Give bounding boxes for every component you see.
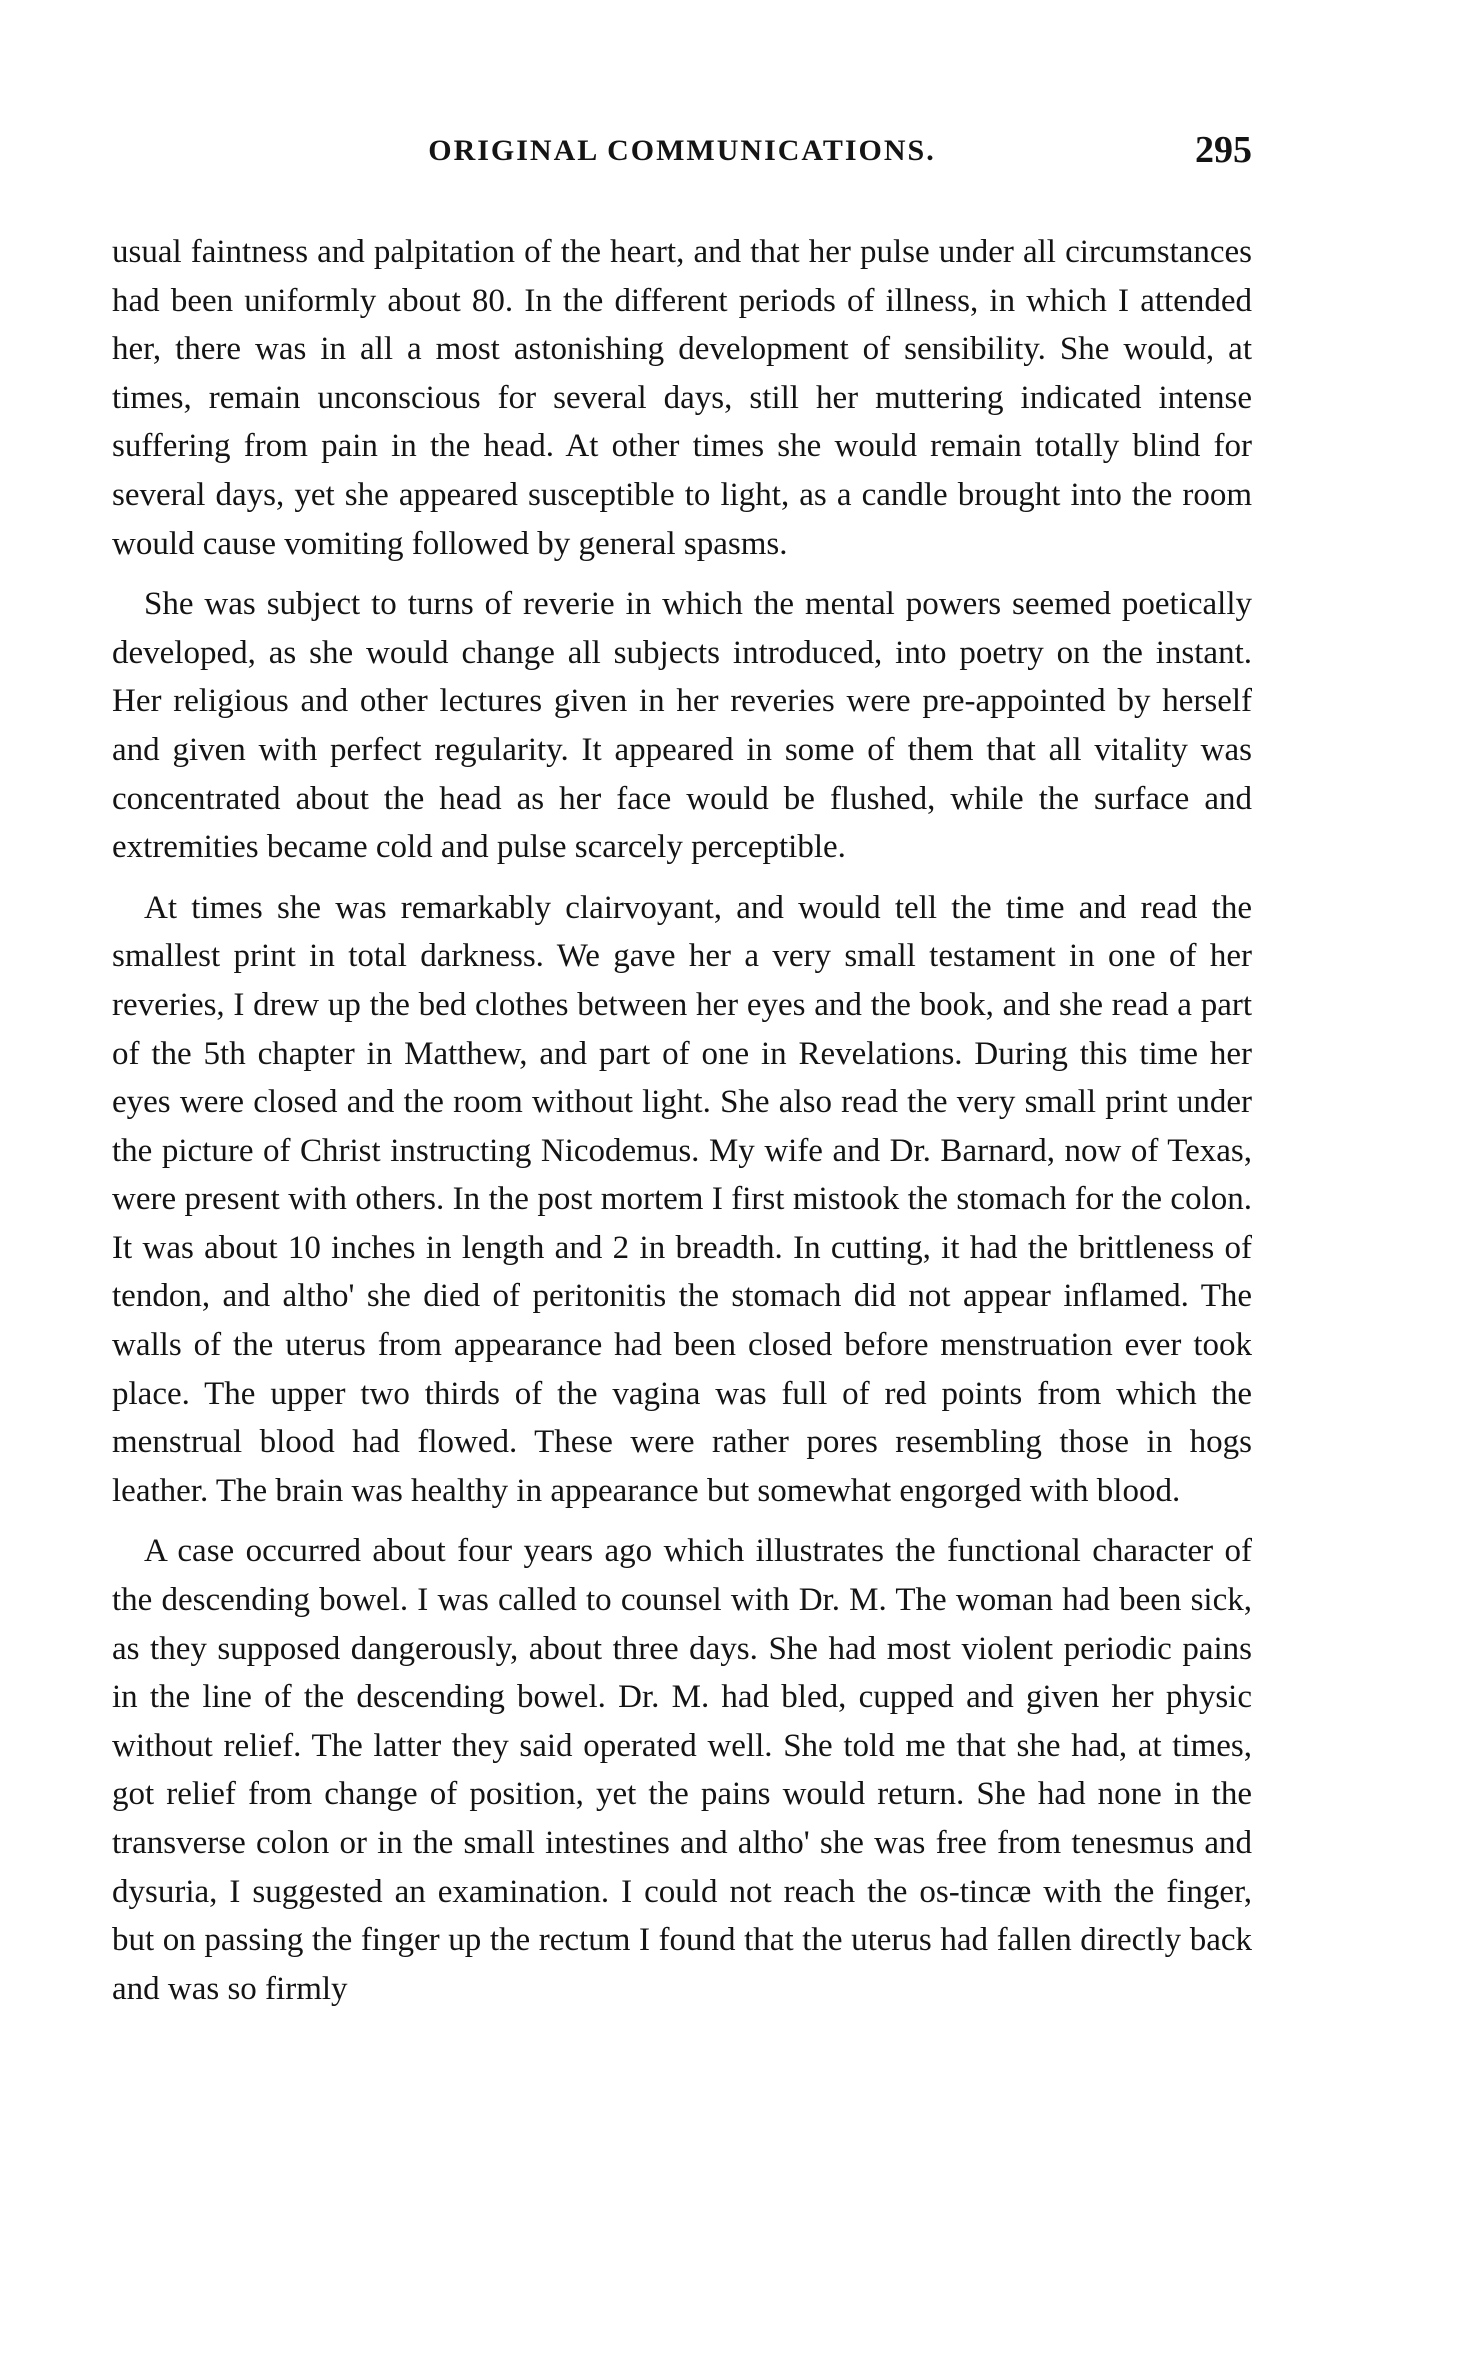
page-number: 295 <box>1195 129 1252 171</box>
body-text <box>112 228 1252 2013</box>
paragraph-3: At times she was remarkably clairvoyant, and would tell the time and read the smallest print in total darkness. We gave her a very small testament in one of her reveries, I drew up the bed clothes between her eyes and the book, and she read a part of the 5th chapter in Matthew, and part of one in Revelations. During this time her eyes were closed and the room without light. She also read the very small print under the picture of Christ instructing Nicodemus. My wife and Dr. Barnard, now of Texas, were present with others. In the post mortem I first mistook the stomach for the colon. It was about 10 inches in length and 2 in breadth. In cutting, it had the brittleness of tendon, and altho' she died of peritonitis the stomach did not appear inflamed. The walls of the uterus from appearance had been closed before menstruation ever took place. The upper two thirds of the vagina was full of red points from which the menstrual blood had flowed. These were rather pores resembling those in hogs leather. The brain was healthy in appearance but somewhat engorged with blood. <box>112 889 1252 1509</box>
running-head <box>112 128 1252 188</box>
book-page <box>112 128 1252 2025</box>
running-title: ORIGINAL COMMUNICATIONS. <box>428 134 936 167</box>
paragraph-1: usual faintness and palpitation of the heart, and that her pulse under all circumstances had been uniformly about 80. In the different periods of illness, in which I attended her, there was in all a most astonishing development of sensibility. She would, at times, remain unconscious for several days, still her muttering indicated intense suffering from pain in the head. At other times she would remain totally blind for several days, yet she appeared susceptible to light, as a candle brought into the room would cause vomiting followed by general spasms. <box>112 234 1252 562</box>
paragraph-4: A case occurred about four years ago which illustrates the functional character of the descending bowel. I was called to counsel with Dr. M. The woman had been sick, as they supposed dangerously, about three days. She had most violent periodic pains in the line of the descending bowel. Dr. M. had bled, cupped and given her physic without relief. The latter they said operated well. She told me that she had, at times, got relief from change of position, yet the pains would return. She had none in the transverse colon or in the small intestines and altho' she was free from tenesmus and dysuria, I suggested an examination. I could not reach the os-tincæ with the finger, but on passing the finger up the rectum I found that the uterus had fallen directly back and was so firmly <box>112 1533 1252 2007</box>
paragraph-2: She was subject to turns of reverie in which the mental powers seemed poetically developed, as she would change all subjects introduced, into poetry on the instant. Her religious and other lectures given in her reveries were pre-appointed by herself and given with perfect regularity. It appeared in some of them that all vitality was concentrated about the head as her face would be flushed, while the surface and extremities became cold and pulse scarcely perceptible. <box>112 586 1252 866</box>
